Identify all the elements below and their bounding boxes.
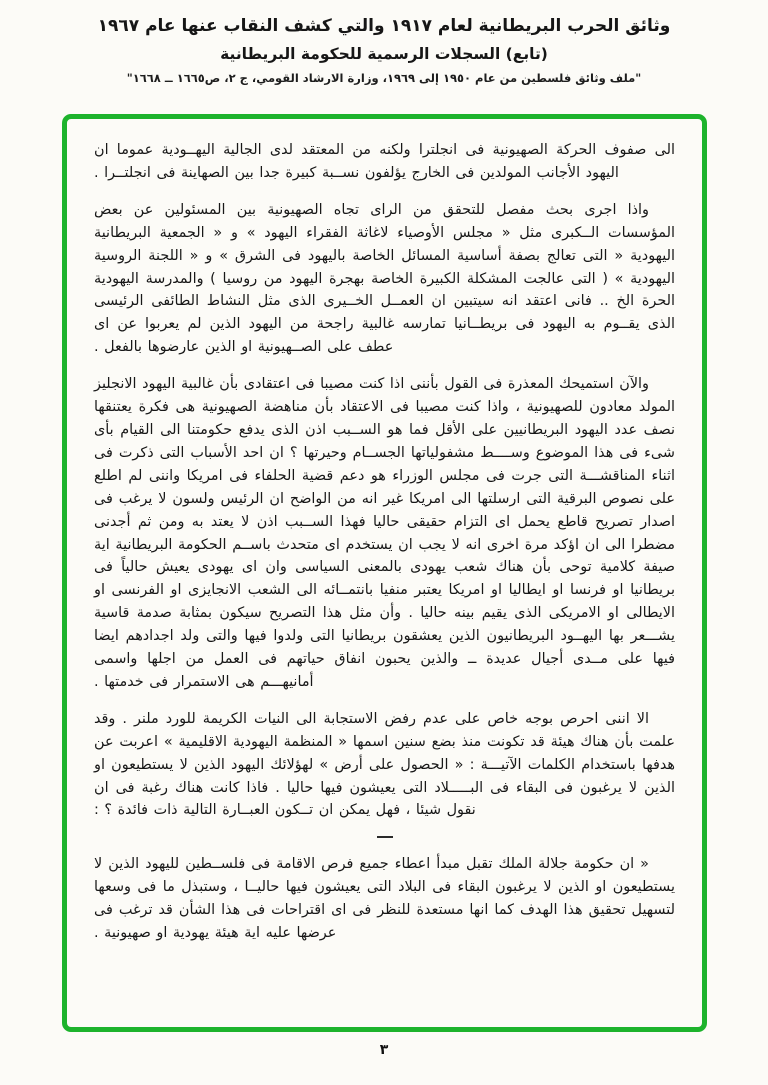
paragraph-quoted-statement: « ان حكومة جلالة الملك تقبل مبدأ اعطاء جميع فرص الاقامة فى فلســطين لليهود الذين لا يستطيعون او الذين لا يرغبون البقاء فى البلاد التى يعيشون فيها حاليــا ، وستبذل ما فى وسعها لتسهيل تحقيق هذا الهدف كما انها مستعدة للنظر فى اى اقتراحات فى هذا الشأن قد ترغب فى عرضها عليه اية هيئة يهودية او صهيونية . bbox=[94, 856, 675, 942]
paragraph-lord-milner: الا اننى احرص بوجه خاص على عدم رفض الاستجابة الى النيات الكريمة للورد ملنر . وقد علمت بأن هناك هيئة قد تكونت منذ بضع سنين اسمها « المنظمة اليهودية الاقليمية » اعربت عن هدفها باستخدام الكلمات الآتيـــة : « الحصول على أرض » لهؤلائك اليهود الذين لا يستطيعون او الذين لا يرغبون فى البقاء فى البـــــلاد التى يعيشون فيها حاليا . فاذا كانت هناك رغبة فى ان نقول شيئا ، فهل يمكن ان تــكون العبــارة التالية ذات فائدة ؟ : bbox=[94, 710, 675, 819]
paragraph-argument: والآن استميحك المعذرة فى القول بأننى اذا كنت مصيبا فى اعتقادى بأن غالبية اليهود الانجليز المولد معادون للصهيونية ، واذا كنت مصيبا فى الاعتقاد بأن مناهضة الصهيونية هى فكرة يعتنقها نصف عدد اليهود البريطانيين على الأقل فما هو الســبب اذن الذى يدفع حكومتنا الى القيام بأى شىء فى هذا الموضوع وســــط مشفولياتها الجســام وحيرتها ؟ ان احد الأسباب التى ذكرت فى اثناء المناقشـــة التى جرت فى مجلس الوزراء هو دعم قضية الحلفاء فى امريكا واننى لم اطلع على نصوص البرقية التى ارسلتها الى امريكا غير انه من الواضح ان الرئيس ولسون لا يرغب فى اصدار تصريح قاطع يحمل اى التزام حقيقى حاليا فهذا الســبب اذن لا يعتد به ومن ثم أجدنى مضطرا الى ان اؤكد مرة اخرى انه لا يجب ان يستخدم اى متحدث باســم الحكومة البريطانية اية صيفة كلامية توحى بأن هناك شعب يهودى بالمعنى السياسى وان اى يهودى يعيش حالياً فى بريطانيا او فرنسا او ايطاليا او امريكا يعتبر منفيا بانتمــائه الى الشعب الانجايزى او الفرنسى او الايطالى او الامريكى الذى يقيم بينه حاليا . وأن مثل هذا التصريح سيكون بمثابة صدمة قاسية يشـــعر بها اليهــود البريطانيون الذين يعشقون بريطانيا التى ولدوا فيها والتى ولد اجدادهم ايضا فيها على مــدى أجيال عديدة ــ والذين يحبون انفاق حياتهم فى العمل من اجلها واسمى أمانيهـــم هى الاستمرار فى خدمتها . bbox=[94, 376, 675, 690]
document-header bbox=[0, 16, 768, 85]
header-source-citation: "ملف وثائق فلسطين من عام ١٩٥٠ إلى ١٩٦٩، وزارة الارشاد القومي، ج ٢، ص١٦٦٥ ــ ١٦٦٨" bbox=[126, 71, 642, 85]
header-subtitle-line: (تابع) السجلات الرسمية للحكومة البريطانية bbox=[220, 45, 548, 63]
section-dash-divider bbox=[377, 836, 393, 838]
paragraph-continuation: الى صفوف الحركة الصهيونية فى انجلترا ولكنه من المعتقد لدى الجالية اليهــودية عموما ان اليهود الأجانب المولدين فى الخارج يؤلفون نســبة كبيرة جدا بين الصهاينة فى انجلتــرا . bbox=[94, 142, 675, 181]
page-number: ٣ bbox=[379, 1042, 389, 1058]
paragraph-institutions: واذا اجرى بحث مفصل للتحقق من الراى تجاه الصهيونية بين المسئولين عن بعض المؤسسات الــكبرى مثل « مجلس الأوصياء لاغاثة الفقراء اليهود » و « الجمعية البريطانية اليهودية « التى تعالج بصفة أساسية المسائل الخاصة باليهود فى الشرق » و « اللجنة الروسية اليهودية » ( التى عالجت المشكلة الكبيرة الخاصة بهجرة اليهود من روسيا ) والمدرسة اليهودية الحرة الخ .. فانى اعتقد انه سيتبين ان العمــل الخــيرى الذى مثل النشاط الطائفى الرئيسى الذى يقــوم به اليهود فى بريطــانيا تمارسه غالبية راجحة من اليهود الذين لم يعربوا عن اى عطف على الصــهيونية او الذين عارضوها بالفعل . bbox=[94, 201, 675, 356]
document-body-frame bbox=[62, 114, 707, 1032]
header-title-line: وثائق الحرب البريطانية لعام ١٩١٧ والتي كشف النقاب عنها عام ١٩٦٧ bbox=[97, 16, 671, 36]
